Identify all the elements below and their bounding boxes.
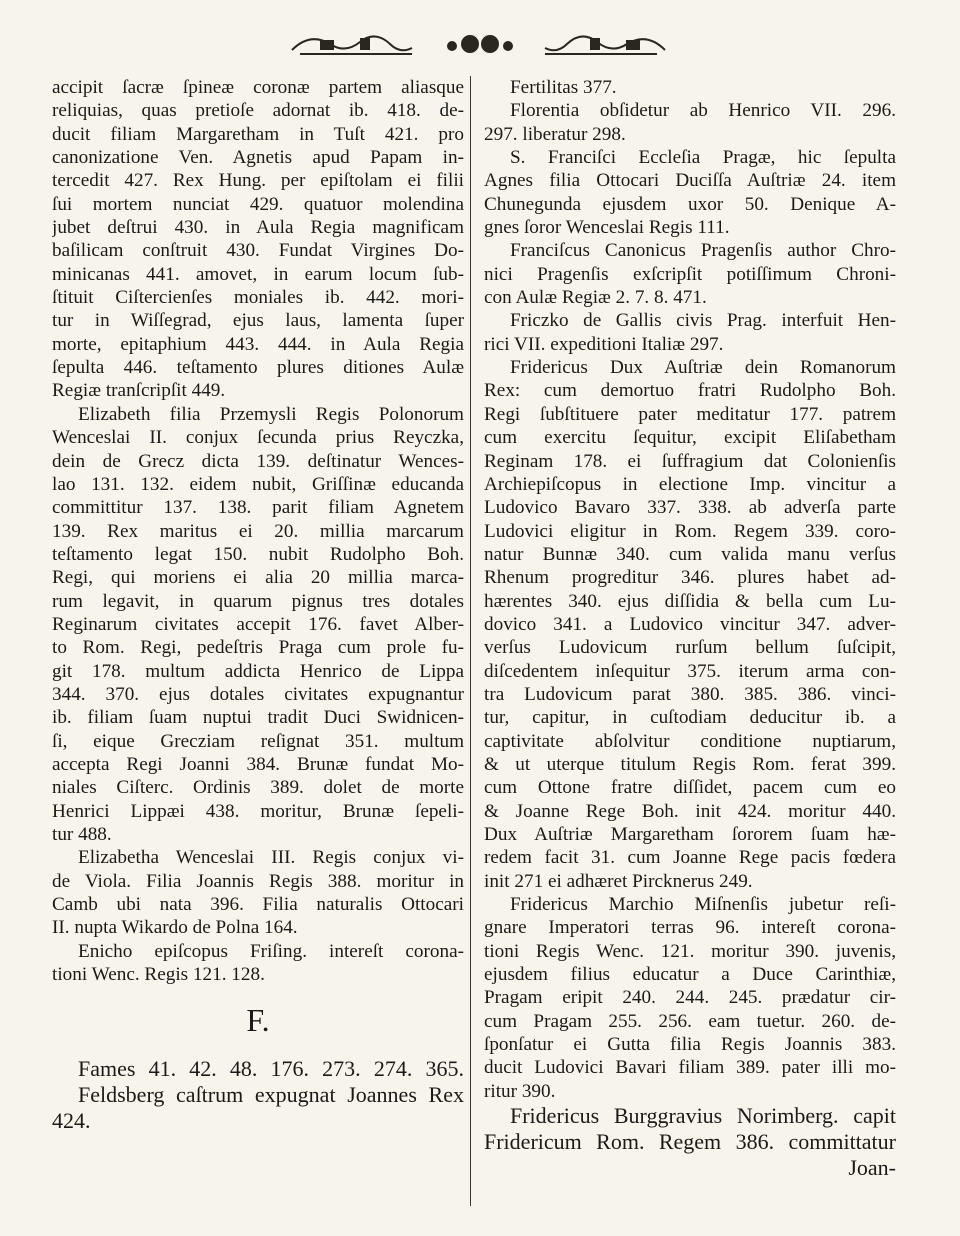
section-letter: F. xyxy=(246,1002,270,1039)
text-line: Agnes filia Ottocari Duciſſa Auſtriæ 24. item xyxy=(484,170,896,192)
text-line: tur, capitur, in cuſtodiam deducitur ib. a xyxy=(484,707,896,729)
text-line: tur in Wiſſegrad, ejus laus, lamenta ſuper xyxy=(52,310,464,332)
text-line: accipit ſacræ ſpineæ coronæ partem aliasque xyxy=(52,77,464,98)
text-line: Camb ubi nata 396. Filia naturalis Ottocari xyxy=(52,894,464,916)
text-line: ſi, eique Grecziam reſignat 351. multum xyxy=(52,730,464,752)
catchword: Joan- xyxy=(848,1155,896,1181)
text-line: redem facit 31. cum Joanne Rege pacis fœdera xyxy=(484,847,896,869)
text-line: jubet deſtrui 430. in Aula Regia magnificam xyxy=(52,217,464,239)
text-line: Rex: cum demortuo fratri Rudolpho Boh. xyxy=(484,380,896,402)
text-line: Regiæ tranſcripſit 449. xyxy=(52,380,226,402)
text-line: ſtituit Ciſtercienſes moniales ib. 442. mori- xyxy=(52,287,464,309)
text-line: rum legavit, in quarum pignus tres dotales xyxy=(52,590,464,612)
column-divider xyxy=(470,76,471,1206)
text-line: baſilicam conſtruit 430. Fundat Virgines Do- xyxy=(52,240,464,262)
entry-heading-line: S. Franciſci Eccleſia Pragæ, hic ſepulta xyxy=(510,147,896,169)
text-line: 297. liberatur 298. xyxy=(484,123,626,145)
text-line: Dux Auſtriæ Margaretham ſororem ſuam hæ- xyxy=(484,824,896,845)
text-line: morte, epitaphium 443. 444. in Aula Regia xyxy=(52,333,464,355)
text-line: Reginarum civitates accepit 176. favet Alber- xyxy=(52,613,464,635)
text-line: 344. 370. ejus dotales civitates expugnantur xyxy=(52,683,464,705)
text-line: ſponſatur ei Gutta filia Regis Joannis 383. xyxy=(484,1034,896,1056)
text-line: to Rom. Regi, pedeſtris Praga cum prole fu- xyxy=(52,637,464,659)
entry-heading-line: Elizabetha Wenceslai III. Regis conjux vi- xyxy=(78,847,464,869)
text-line: ducit Ludovici Bavari filiam 389. pater illi mo- xyxy=(484,1057,896,1079)
text-line: natur Bunnæ 340. cum valida manu verſus xyxy=(484,543,896,565)
text-line: Rhenum progreditur 346. plures habet ad- xyxy=(484,567,896,589)
text-line: niales Ciſterc. Ordinis 389. dolet de morte xyxy=(52,777,464,799)
entry-heading-line: Florentia obſidetur ab Henrico VII. 296. xyxy=(510,100,896,122)
left-column xyxy=(52,76,464,1134)
text-line: reliquias, quas pretioſe adornat ib. 418. de- xyxy=(52,100,464,122)
text-line: tioni Regis Wenc. 121. moritur 390. juvenis, xyxy=(484,940,896,962)
text-line: con Aulæ Regiæ 2. 7. 8. 471. xyxy=(484,287,707,309)
text-line: captivitate abſolvitur conditione nuptiarum, xyxy=(484,730,896,752)
text-line: hærentes 340. ejus diſſidia & bella cum Lu- xyxy=(484,590,896,612)
text-line: cum Pragam 255. 256. eam tuetur. 260. de- xyxy=(484,1010,896,1032)
text-line: cum Ottone fratre diſſidet, pacem cum eo xyxy=(484,777,896,799)
text-line: accepta Regi Joanni 384. Brunæ fundat Mo- xyxy=(52,753,464,775)
entry-heading-line: Fridericus Marchio Miſnenſis jubetur reſi- xyxy=(510,894,896,916)
text-line: verſus Ludovicum rurſum bellum ſuſcipit, xyxy=(484,637,896,659)
text-line: tercedit 427. Rex Hung. per epiſtolam ei filii xyxy=(52,170,464,192)
entry-heading-line: Franciſcus Canonicus Pragenſis author Chro- xyxy=(510,240,896,262)
text-line: Pragam eripit 240. 244. 245. prædatur cir- xyxy=(484,987,896,1009)
text-line: Wenceslai II. conjux ſecunda prius Reyczka, xyxy=(52,427,464,449)
text-line: committitur 137. 138. parit filiam Agnetem xyxy=(52,497,464,519)
text-line: & ut uterque titulum Regis Rom. ferat 399. xyxy=(484,753,896,775)
text-line: ſepulta 446. teſtamento plures ditiones Aulæ xyxy=(52,357,464,379)
text-line: Fridericum Rom. Regem 386. committatur xyxy=(484,1129,896,1155)
text-line: ib. filiam ſuam nuptui tradit Duci Swidnicen- xyxy=(52,707,464,729)
text-line: cum exercitu ſequitur, excipit Eliſabetham xyxy=(484,427,896,449)
text-line: diſcedentem inſequitur 375. iterum arma con- xyxy=(484,660,896,682)
text-line: tur 488. xyxy=(52,824,112,845)
text-line: init 271 ei adhæret Pircknerus 249. xyxy=(484,870,753,892)
entry-heading-line: Elizabeth filia Przemysli Regis Polonorum xyxy=(78,403,464,425)
text-line: & Joanne Rege Boh. init 424. moritur 440. xyxy=(484,800,896,822)
entry-heading-line: Fridericus Dux Auſtriæ dein Romanorum xyxy=(510,357,896,379)
text-line: Ludovico Bavaro 337. 338. ab adverſa parte xyxy=(484,497,896,519)
text-line: ducit filiam Margaretham in Tuſt 421. pro xyxy=(52,123,464,145)
entry-heading-line: Fridericus Burggravius Norimberg. capit xyxy=(510,1103,896,1129)
text-line: nici Pragenſis exſcripſit potiſſimum Chroni- xyxy=(484,263,896,285)
entry-heading-line: Fertilitas 377. xyxy=(510,77,617,98)
text-line: gnare Imperatori terras 96. intereſt corona- xyxy=(484,917,896,939)
text-line: ejusdem filius educatur a Duce Carinthiæ, xyxy=(484,964,896,986)
text-line: canonizatione Ven. Agnetis apud Papam in- xyxy=(52,147,464,169)
text-line: ritur 390. xyxy=(484,1080,556,1102)
text-line: Archiepiſcopus in electione Imp. vincitur a xyxy=(484,473,896,495)
text-line: rici VII. expeditioni Italiæ 297. xyxy=(484,333,724,355)
text-line: dovico 341. a Ludovico vincitur 347. adver- xyxy=(484,613,896,635)
entry-heading-line: Feldsberg caſtrum expugnat Joannes Rex xyxy=(78,1082,464,1108)
entry-heading-line: Enicho epiſcopus Friſing. intereſt corona- xyxy=(78,940,464,962)
entry-heading-line: Fames 41. 42. 48. 176. 273. 274. 365. xyxy=(78,1056,464,1082)
text-line: 424. xyxy=(52,1108,91,1134)
text-line: Chunegunda ejusdem uxor 50. Denique A- xyxy=(484,193,896,215)
text-line: tra Ludovicum parat 380. 385. 386. vinci- xyxy=(484,683,896,705)
text-line: Regi ſubſtituere pater meditatur 177. patrem xyxy=(484,403,896,425)
text-line: de Viola. Filia Joannis Regis 388. moritur in xyxy=(52,870,464,892)
text-line: minicanas 441. amovet, in earum locum ſub- xyxy=(52,263,464,285)
text-line: II. nupta Wikardo de Polna 164. xyxy=(52,917,298,939)
text-line: git 178. multum addicta Henrico de Lippa xyxy=(52,660,464,682)
text-line: teſtamento legat 150. nubit Rudolpho Boh. xyxy=(52,543,464,565)
header-ornament xyxy=(0,14,960,70)
text-line: Reginam 178. ei ſuffragium dat Colonienſis xyxy=(484,450,896,472)
text-line: tioni Wenc. Regis 121. 128. xyxy=(52,964,265,986)
right-column xyxy=(484,76,896,1181)
text-line: Ludovici eligitur in Rom. Regem 339. coro- xyxy=(484,520,896,542)
text-line: lao 131. 132. eidem nubit, Griſſinæ educanda xyxy=(52,473,464,495)
entry-heading-line: Friczko de Gallis civis Prag. interfuit Hen- xyxy=(510,310,896,332)
text-line: 139. Rex maritus ei 20. millia marcarum xyxy=(52,520,464,542)
text-line: gnes ſoror Wenceslai Regis 111. xyxy=(484,217,730,239)
text-line: dein de Grecz dicta 139. deſtinatur Wences- xyxy=(52,450,464,472)
text-line: Henrici Lippæi 438. moritur, Brunæ ſepeli- xyxy=(52,800,464,822)
text-line: ſui mortem nunciat 429. quatuor molendina xyxy=(52,193,464,215)
text-line: Regi, qui moriens ei alia 20 millia marca- xyxy=(52,567,464,589)
